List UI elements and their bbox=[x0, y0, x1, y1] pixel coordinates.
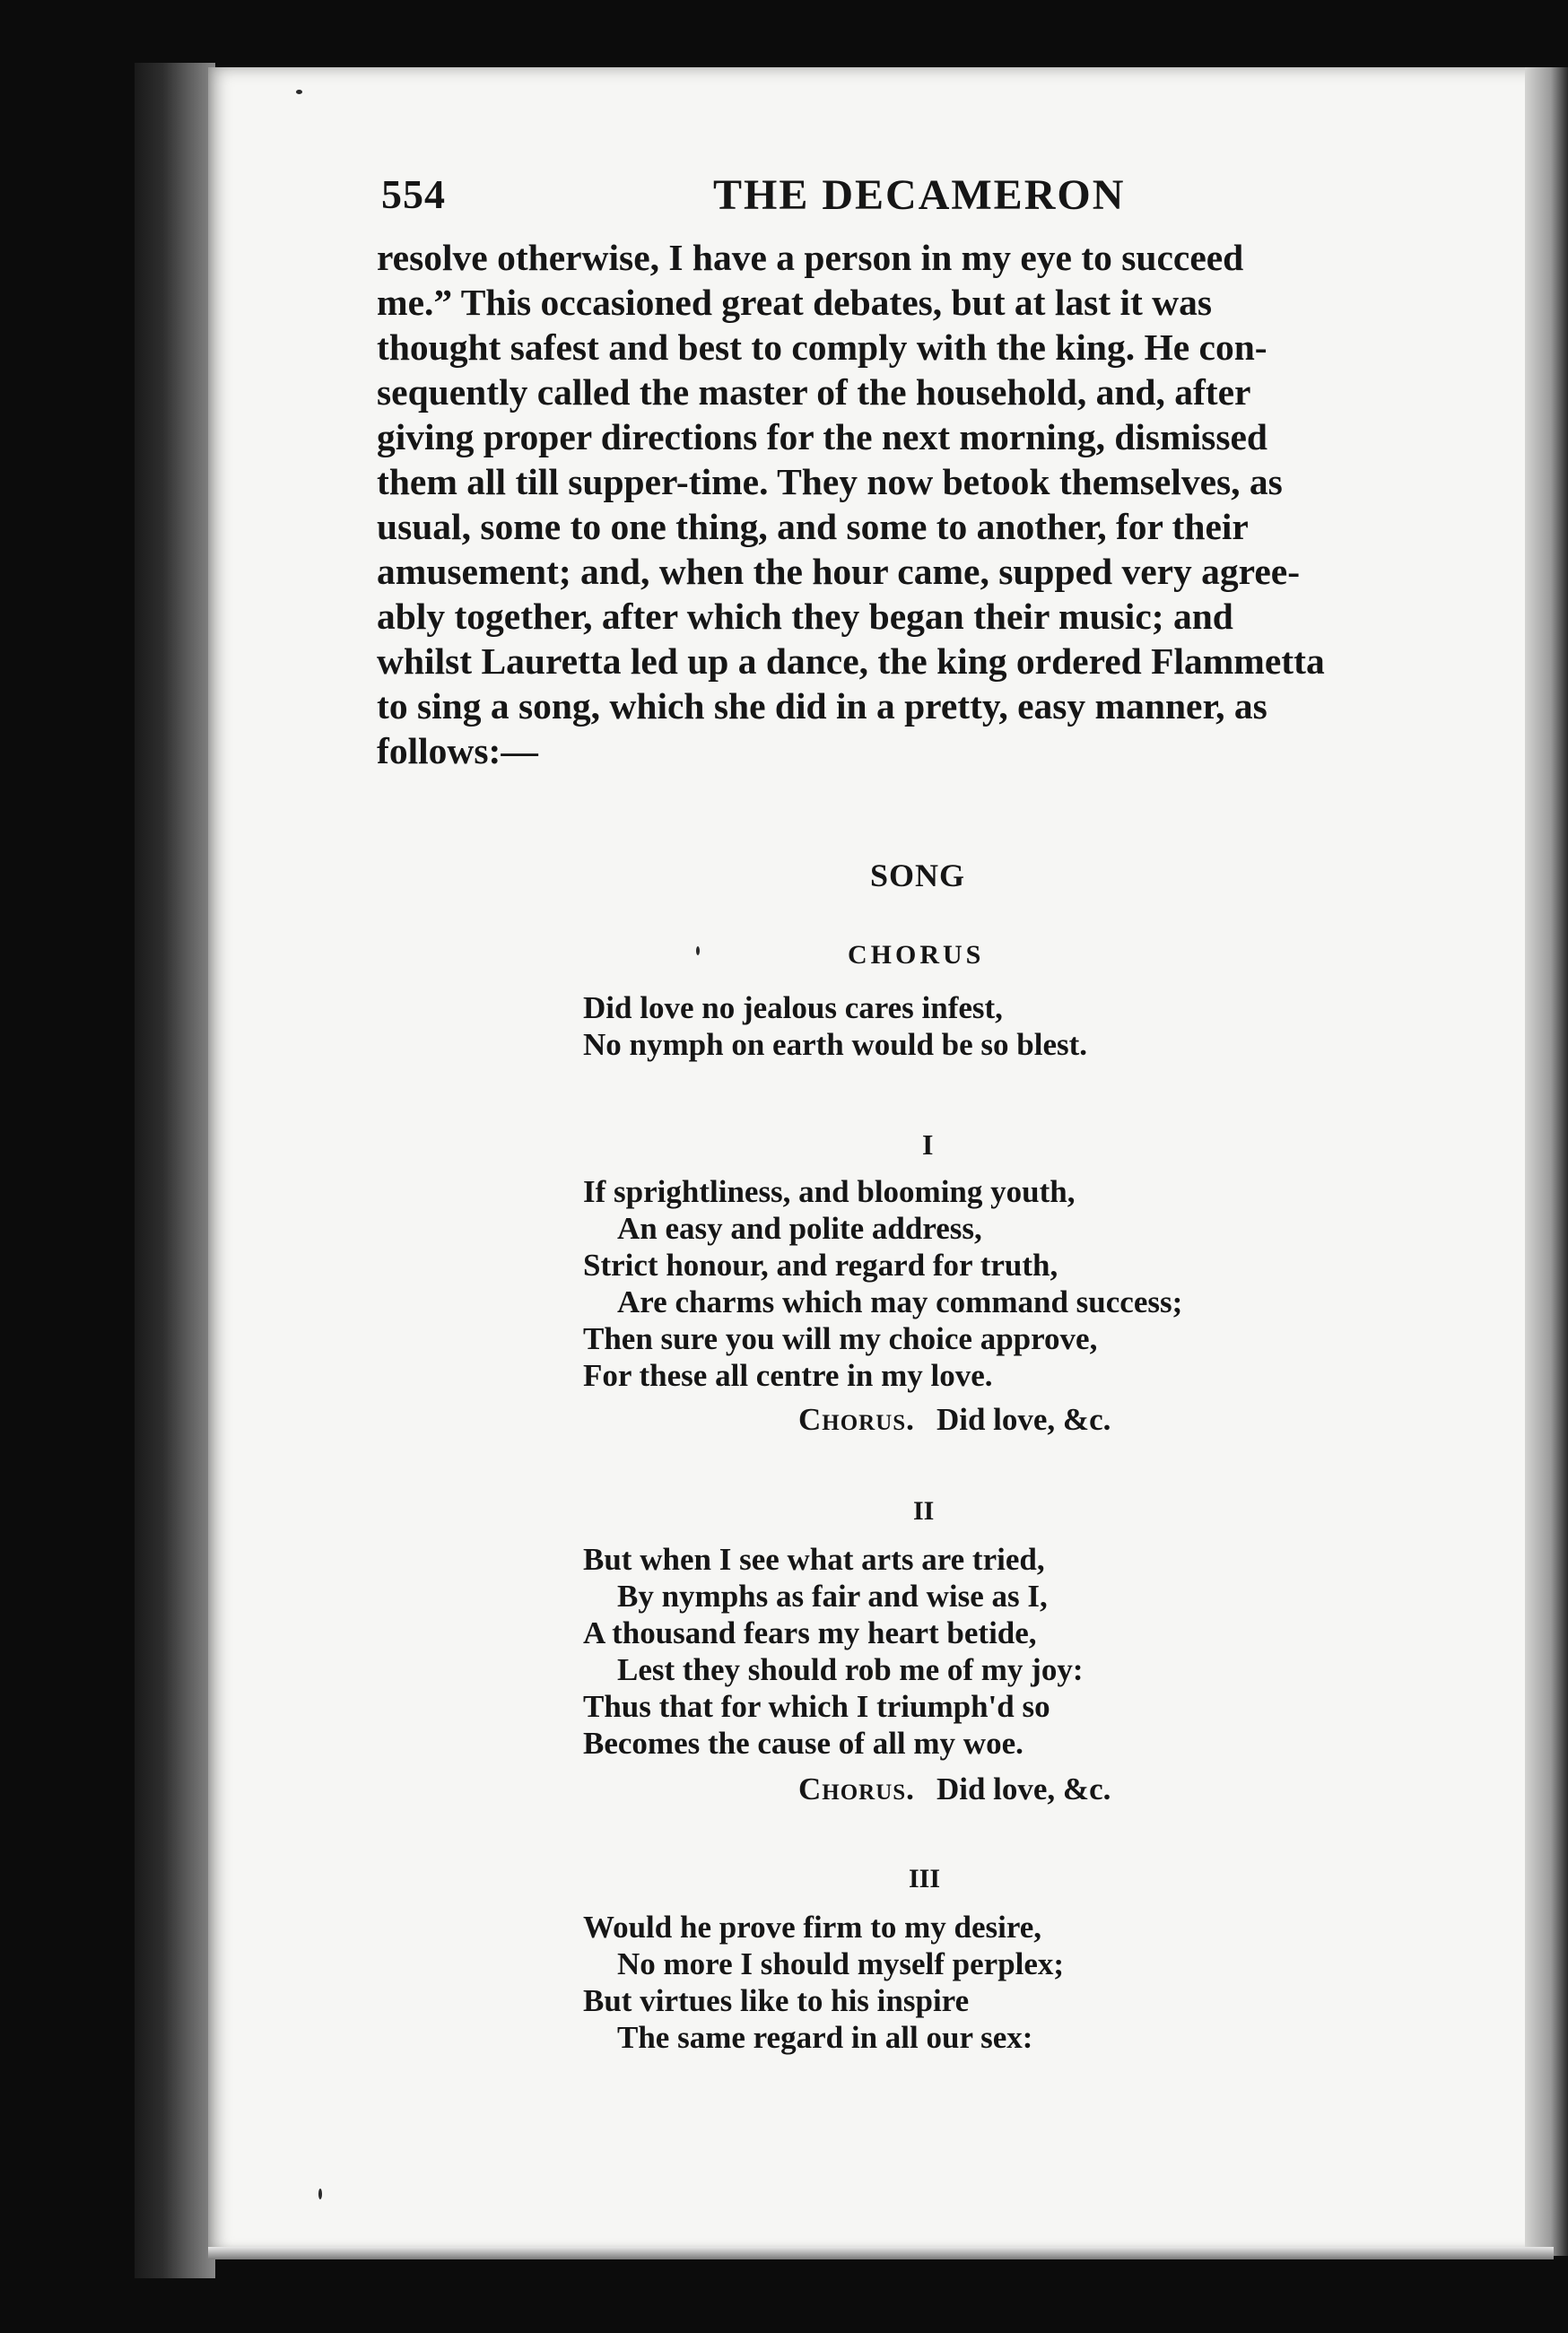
refrain-text: Did love, &c. bbox=[936, 1402, 1111, 1437]
prose-line: amusement; and, when the hour came, supped very agree- bbox=[377, 551, 1301, 592]
prose-line: them all till supper-time. They now betook themselves, as bbox=[377, 461, 1283, 502]
prose-paragraph bbox=[377, 235, 1489, 773]
page-bottom-edge bbox=[208, 2247, 1554, 2259]
prose-line: me.” This occasioned great debates, but at last it was bbox=[377, 282, 1213, 323]
verse-line: By nymphs as fair and wise as I, bbox=[617, 1579, 1048, 1614]
prose-line: follows:— bbox=[377, 730, 538, 771]
verse-line: The same regard in all our sex: bbox=[617, 2020, 1033, 2055]
stanza-number: I bbox=[922, 1128, 934, 1161]
scan-speck bbox=[296, 90, 302, 94]
prose-line: thought safest and best to comply with the king. He con- bbox=[377, 326, 1267, 368]
verse-line: Are charms which may command success; bbox=[617, 1284, 1183, 1319]
prose-line: sequently called the master of the household, and, after bbox=[377, 371, 1251, 413]
verse-line: But when I see what arts are tried, bbox=[583, 1542, 1045, 1577]
verse-line: Becomes the cause of all my woe. bbox=[583, 1726, 1024, 1761]
chorus-heading: CHORUS bbox=[848, 940, 985, 970]
page-number: 554 bbox=[381, 171, 446, 217]
book-spine bbox=[135, 63, 215, 2278]
verse-line: Did love no jealous cares infest, bbox=[583, 990, 1003, 1025]
page-edge bbox=[1525, 67, 1568, 2256]
verse-line: Lest they should rob me of my joy: bbox=[617, 1652, 1084, 1687]
verse-line: Thus that for which I triumph'd so bbox=[583, 1689, 1050, 1724]
verse-line: No more I should myself perplex; bbox=[617, 1946, 1065, 1981]
stanza bbox=[583, 1909, 1283, 2056]
verse-line: For these all centre in my love. bbox=[583, 1358, 993, 1393]
scan-speck bbox=[318, 2189, 322, 2199]
verse-line: If sprightliness, and blooming youth, bbox=[583, 1174, 1076, 1209]
verse-line: Would he prove firm to my desire, bbox=[583, 1910, 1042, 1945]
prose-line: usual, some to one thing, and some to another, for their bbox=[377, 506, 1249, 547]
running-head bbox=[381, 170, 1494, 233]
verse-line: A thousand fears my heart betide, bbox=[583, 1615, 1037, 1650]
stanza bbox=[583, 1541, 1283, 1762]
stanza bbox=[583, 1173, 1283, 1394]
book-title: THE DECAMERON bbox=[713, 171, 1126, 219]
song-title: SONG bbox=[870, 857, 966, 893]
prose-line: whilst Lauretta led up a dance, the king ordered Flammetta bbox=[377, 640, 1325, 682]
verse-line: No nymph on earth would be so blest. bbox=[583, 1027, 1088, 1062]
prose-line: to sing a song, which she did in a pretty, easy manner, as bbox=[377, 685, 1267, 727]
prose-line: giving proper directions for the next morning, dismissed bbox=[377, 416, 1267, 457]
refrain-label: Chorus. bbox=[798, 1402, 915, 1437]
verse-line: Then sure you will my choice approve, bbox=[583, 1321, 1098, 1356]
refrain-text: Did love, &c. bbox=[936, 1772, 1111, 1806]
verse-line: Strict honour, and regard for truth, bbox=[583, 1248, 1058, 1283]
refrain-label: Chorus. bbox=[798, 1772, 915, 1806]
stanza-number: III bbox=[909, 1864, 941, 1893]
chorus-refrain bbox=[798, 1402, 1111, 1438]
verse-line: An easy and polite address, bbox=[617, 1211, 982, 1246]
prose-line: resolve otherwise, I have a person in my eye to succeed bbox=[377, 237, 1244, 278]
chorus-refrain bbox=[798, 1772, 1111, 1807]
stanza-number: II bbox=[913, 1496, 935, 1526]
chorus-verse bbox=[583, 989, 1283, 1063]
verse-line: But virtues like to his inspire bbox=[583, 1983, 970, 2018]
scan-speck bbox=[696, 946, 700, 955]
prose-line: ably together, after which they began their music; and bbox=[377, 596, 1233, 637]
